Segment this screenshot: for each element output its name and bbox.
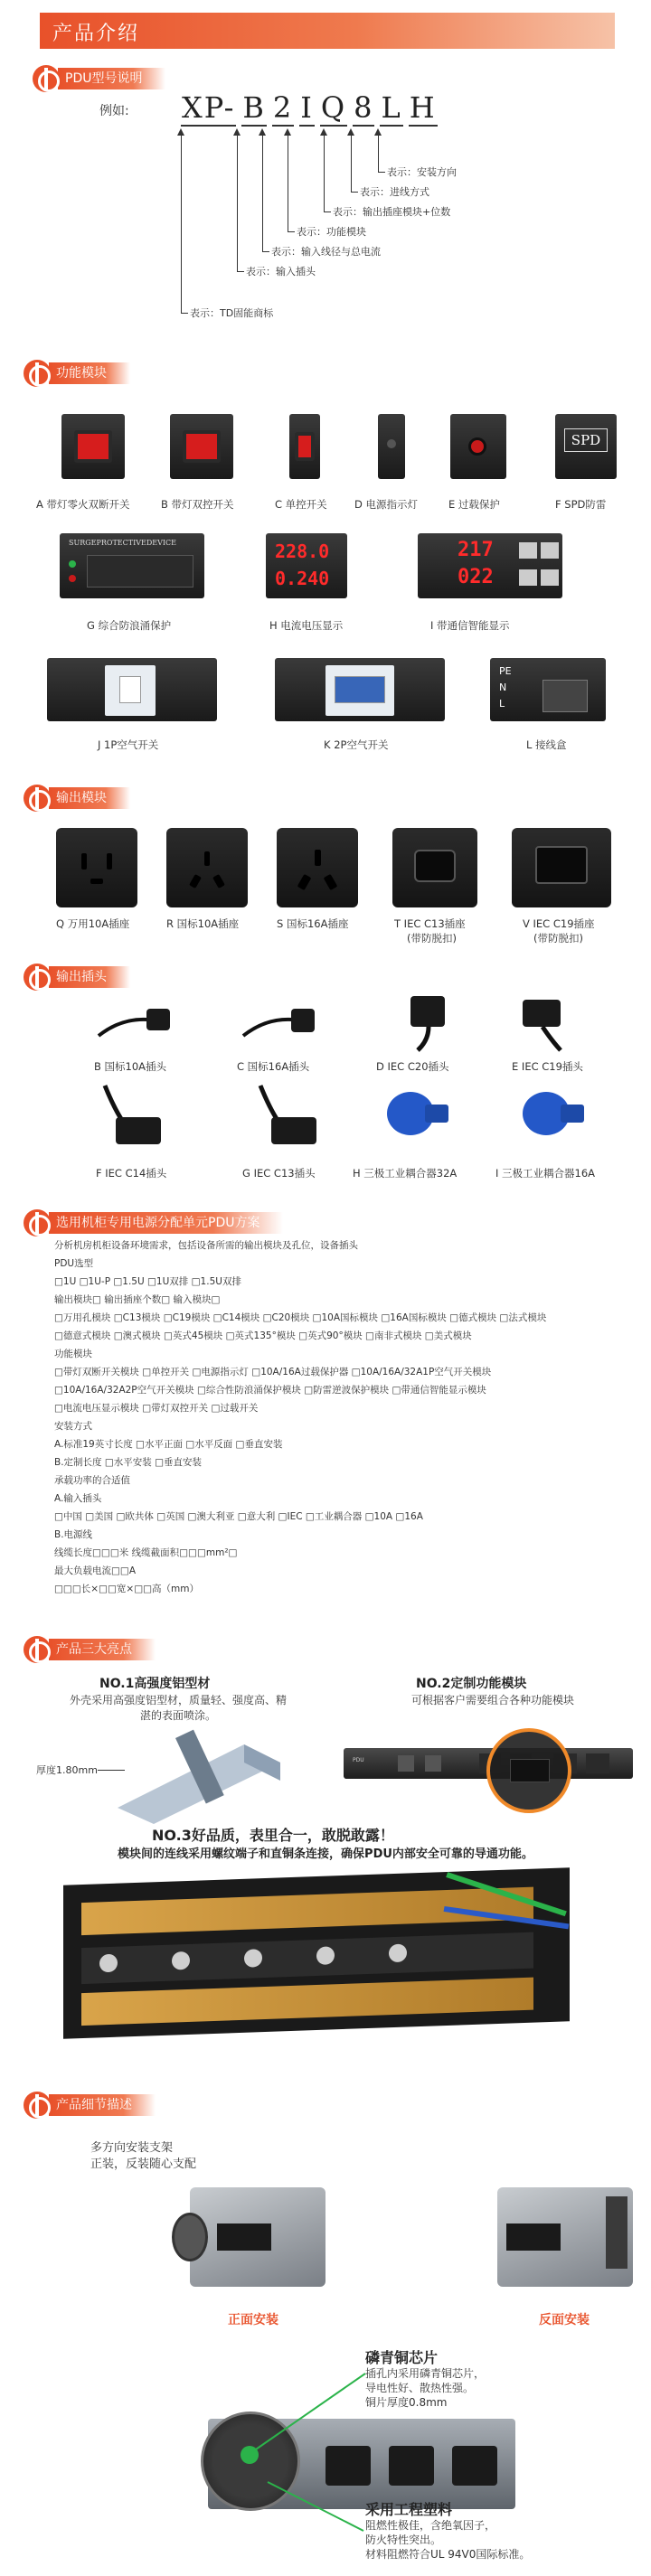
example-label: 例如: xyxy=(99,104,129,118)
section-title-plug: 输出插头 xyxy=(49,966,130,988)
mount-description xyxy=(90,2140,196,2173)
selection-line: □带灯双断开关模块 □单控开关 □电源指示灯 □10A/16A过载保护器 □10A/16A/32A1P空气开关模块 xyxy=(54,1367,492,1377)
module-caption: K 2P空气开关 xyxy=(324,738,389,751)
module-thumb-i xyxy=(418,533,562,598)
model-code-part: 8 xyxy=(354,90,374,125)
plastic-line: 阻燃性极佳，含绝氧因子， xyxy=(365,2519,496,2532)
module-caption: D 电源指示灯 xyxy=(354,498,419,511)
module-caption: G 综合防浪涌保护 xyxy=(87,619,172,632)
section-title-output: 输出模块 xyxy=(49,787,130,809)
plug-caption: H 三极工业耦合器32A xyxy=(353,1167,458,1180)
selection-line: B.定制长度 □水平安装 □垂直安装 xyxy=(54,1457,203,1468)
spd-label: SPD xyxy=(564,428,608,452)
front-mount-label xyxy=(228,2310,278,2328)
model-code-part: L xyxy=(381,90,402,125)
module-thumb-b xyxy=(170,414,233,479)
module-thumb-l xyxy=(490,658,606,721)
highlight-no2-title: NO.2定制功能模块 xyxy=(416,1677,527,1691)
junction-label: L xyxy=(499,698,505,710)
selection-line: 输出模块□ 输出插座个数□ 输入模块□ xyxy=(54,1294,221,1305)
module-thumb-e xyxy=(450,414,506,479)
legend-item: 表示：安装方向 xyxy=(387,166,457,178)
module-thumb-j xyxy=(47,658,217,721)
legend-item: 表示：TD固能商标 xyxy=(190,307,274,319)
module-caption: B 带灯双控开关 xyxy=(161,498,234,511)
plug-icon-g xyxy=(242,1081,333,1153)
plug-icon-c xyxy=(239,1000,320,1054)
section-header-output xyxy=(24,785,130,812)
plug-caption: E IEC C19插头 xyxy=(512,1060,583,1073)
plug-icon-e xyxy=(515,991,570,1054)
copper-title: 磷青铜芯片 xyxy=(365,2349,439,2366)
smart-bottom: 022 xyxy=(458,566,494,588)
section-header-highlights xyxy=(24,1636,156,1663)
section-icon xyxy=(24,964,51,991)
copper-description xyxy=(365,2366,485,2410)
section-icon xyxy=(24,785,51,812)
module-thumb-h xyxy=(266,533,347,598)
model-code-part: H xyxy=(409,90,437,125)
module-caption: C 单控开关 xyxy=(275,498,327,511)
module-caption: H 电流电压显示 xyxy=(269,619,344,632)
section-icon xyxy=(24,1636,51,1663)
plug-caption: D IEC C20插头 xyxy=(376,1060,449,1073)
selection-form xyxy=(54,1236,546,1598)
legend-item: 表示：输出插座模块+位数 xyxy=(333,206,451,218)
plug-icon-f xyxy=(87,1081,177,1153)
junction-label: PE xyxy=(499,665,512,677)
mount-line: 正装，反装随心支配 xyxy=(90,2158,197,2171)
module-caption: F SPD防雷 xyxy=(555,498,607,511)
selection-line: 安装方式 xyxy=(54,1421,92,1432)
selection-line: 分析机房机柜设备环境需求，包括设备所需的输出模块及孔位，设备插头 xyxy=(54,1240,358,1251)
copper-line: 插孔内采用磷青铜芯片， xyxy=(365,2367,486,2380)
junction-label: N xyxy=(499,682,507,693)
smart-top: 217 xyxy=(458,539,494,561)
display-top: 228.0 xyxy=(275,541,330,562)
section-header-plug xyxy=(24,964,130,991)
selection-line: □1U □1U-P □1.5U □1U双排 □1.5U双排 xyxy=(54,1276,241,1287)
section-header-selection xyxy=(24,1209,283,1236)
module-thumb-a xyxy=(61,414,125,479)
plug-caption: F IEC C14插头 xyxy=(96,1167,167,1180)
copper-line: 铜片厚度0.8mm xyxy=(365,2396,448,2409)
selection-line: □□□长×□□宽×□□高（mm） xyxy=(54,1584,199,1594)
module-thumb-f xyxy=(555,414,617,479)
module-thumb-g xyxy=(60,533,204,598)
back-mount-label xyxy=(539,2310,590,2328)
highlight-no2-desc: 可根据客户需要组合各种功能模块 xyxy=(410,1694,574,1706)
legend-item: 表示：输入线径与总电流 xyxy=(271,246,381,258)
module-caption: E 过载保护 xyxy=(448,498,500,511)
output-caption: S 国标16A插座 xyxy=(277,917,349,930)
selection-line: □万用孔模块 □C13模块 □C19模块 □C14模块 □C20模块 □10A国标模块 □16A国标模块 □德式模块 □法式模块 xyxy=(54,1312,547,1323)
output-caption: Q 万用10A插座 xyxy=(56,917,130,930)
copper-line: 导电性好、散热性强。 xyxy=(365,2382,475,2394)
socket-thumb-r xyxy=(166,828,248,907)
section-header-model xyxy=(33,65,165,92)
output-caption: T IEC C13插座 xyxy=(394,917,466,930)
socket-thumb-t xyxy=(392,828,477,907)
legend-item: 表示：功能模块 xyxy=(297,226,366,238)
highlight-no3-title: NO.3好品质，表里合一，敢脱敢露！ xyxy=(152,1827,394,1844)
selection-line: 最大负载电流□□A xyxy=(54,1565,137,1576)
legend-item: 表示：输入插头 xyxy=(246,266,316,277)
plastic-line: 材料阻燃符合UL 94V0国际标准。 xyxy=(365,2548,531,2561)
section-title-function: 功能模块 xyxy=(49,362,130,384)
aluminum-profile-image xyxy=(108,1726,289,1826)
section-header-detail xyxy=(24,2092,156,2119)
socket-thumb-s xyxy=(277,828,358,907)
back-mount-text: 反面安装 xyxy=(539,2313,590,2327)
selection-line: 承载功率的合适值 xyxy=(54,1475,130,1486)
page-banner xyxy=(40,13,615,49)
module-caption: A 带灯零火双断开关 xyxy=(36,498,130,511)
module-caption: J 1P空气开关 xyxy=(98,738,159,751)
zoom-circle xyxy=(486,1728,571,1813)
socket-thumb-v xyxy=(512,828,611,907)
selection-line: 功能模块 xyxy=(54,1349,92,1359)
section-icon xyxy=(33,65,60,92)
output-subnote: (带防脱扣) xyxy=(533,932,583,945)
module-thumb-d xyxy=(378,414,405,479)
highlight-no1-title: NO.1高强度铝型材 xyxy=(99,1677,211,1691)
module-caption: I 带通信智能显示 xyxy=(430,619,510,632)
module-caption: L 接线盒 xyxy=(526,738,567,751)
plug-icon-i xyxy=(519,1081,591,1144)
front-mount-image xyxy=(190,2187,326,2287)
back-mount-image xyxy=(497,2187,633,2287)
selection-line: □中国 □美国 □欧共体 □英国 □澳大利亚 □意大利 □IEC □工业耦合器 □10A □16A xyxy=(54,1511,423,1522)
plug-caption: B 国标10A插头 xyxy=(94,1060,167,1073)
plug-icon-b xyxy=(94,1000,175,1054)
model-code-part: B xyxy=(242,90,266,125)
module-thumb-k xyxy=(275,658,445,721)
selection-line: PDU选型 xyxy=(54,1258,94,1269)
surge-label: SURGEPROTECTIVEDEVICE xyxy=(69,539,177,547)
section-icon xyxy=(24,2092,51,2119)
model-code-part: 2 xyxy=(272,90,294,125)
internal-wiring-image xyxy=(63,1867,570,2039)
model-code-part: Q xyxy=(320,90,347,125)
pdu-strip-image: PDU xyxy=(344,1748,633,1779)
section-title-model: PDU型号说明 xyxy=(58,68,165,89)
plastic-description xyxy=(365,2518,530,2562)
module-thumb-c xyxy=(289,414,320,479)
selection-line: □电流电压显示模块 □带灯双控开关 □过载开关 xyxy=(54,1403,259,1414)
selection-line: A.输入插头 xyxy=(54,1493,102,1504)
highlight-no1-desc: 外壳采用高强度铝型材，质量轻、强度高、精湛的表面喷涂。 xyxy=(69,1694,287,1722)
plug-icon-d xyxy=(401,991,456,1054)
output-subnote: (带防脱扣) xyxy=(407,932,457,945)
front-mount-text: 正面安装 xyxy=(228,2313,278,2327)
selection-line: B.电源线 xyxy=(54,1529,93,1540)
legend-item: 表示：进线方式 xyxy=(360,186,429,198)
section-title-detail: 产品细节描述 xyxy=(49,2094,156,2116)
copper-pointer xyxy=(244,2368,371,2458)
section-icon xyxy=(24,1209,51,1236)
selection-line: □德意式模块 □澳式模块 □英式45模块 □英式135°模块 □英式90°模块 □南非式模块 □美式模块 xyxy=(54,1330,472,1341)
plug-caption: G IEC C13插头 xyxy=(242,1167,316,1180)
socket-thumb-q xyxy=(56,828,137,907)
model-code xyxy=(181,90,443,125)
plug-caption: I 三极工业耦合器16A xyxy=(495,1167,596,1180)
thickness-label: 厚度1.80mm xyxy=(36,1764,98,1776)
plastic-title: 采用工程塑料 xyxy=(365,2501,453,2518)
selection-line: 线缆长度□□□米 线缆截面积□□□mm²□ xyxy=(54,1547,238,1558)
section-title-highlights: 产品三大亮点 xyxy=(49,1639,156,1660)
section-title-selection: 选用机柜专用电源分配单元PDU方案 xyxy=(49,1212,283,1234)
plastic-line: 防火特性突出。 xyxy=(365,2534,442,2546)
section-icon xyxy=(24,360,51,387)
plug-icon-h xyxy=(383,1081,456,1144)
plastic-pointer xyxy=(262,2477,371,2549)
selection-line: □10A/16A/32A2P空气开关模块 □综合性防浪涌保护模块 □防雷逆波保护模块 □带通信智能显示模块 xyxy=(54,1385,486,1396)
model-code-part: XP- xyxy=(182,90,236,125)
plug-caption: C 国标16A插头 xyxy=(237,1060,310,1073)
output-caption: R 国标10A插座 xyxy=(166,917,240,930)
selection-line: A.标准19英寸长度 □水平正面 □水平反面 □垂直安装 xyxy=(54,1439,283,1450)
banner-title: 产品介绍 xyxy=(52,23,140,45)
model-code-part: I xyxy=(300,90,314,125)
display-bottom: 0.240 xyxy=(275,568,330,589)
output-caption: V IEC C19插座 xyxy=(523,917,595,930)
highlight-no3-desc: 模块间的连线采用螺纹端子和直铜条连接，确保PDU内部安全可靠的导通功能。 xyxy=(118,1847,533,1861)
mount-line: 多方向安装支架 xyxy=(90,2141,174,2155)
section-header-function xyxy=(24,360,130,387)
